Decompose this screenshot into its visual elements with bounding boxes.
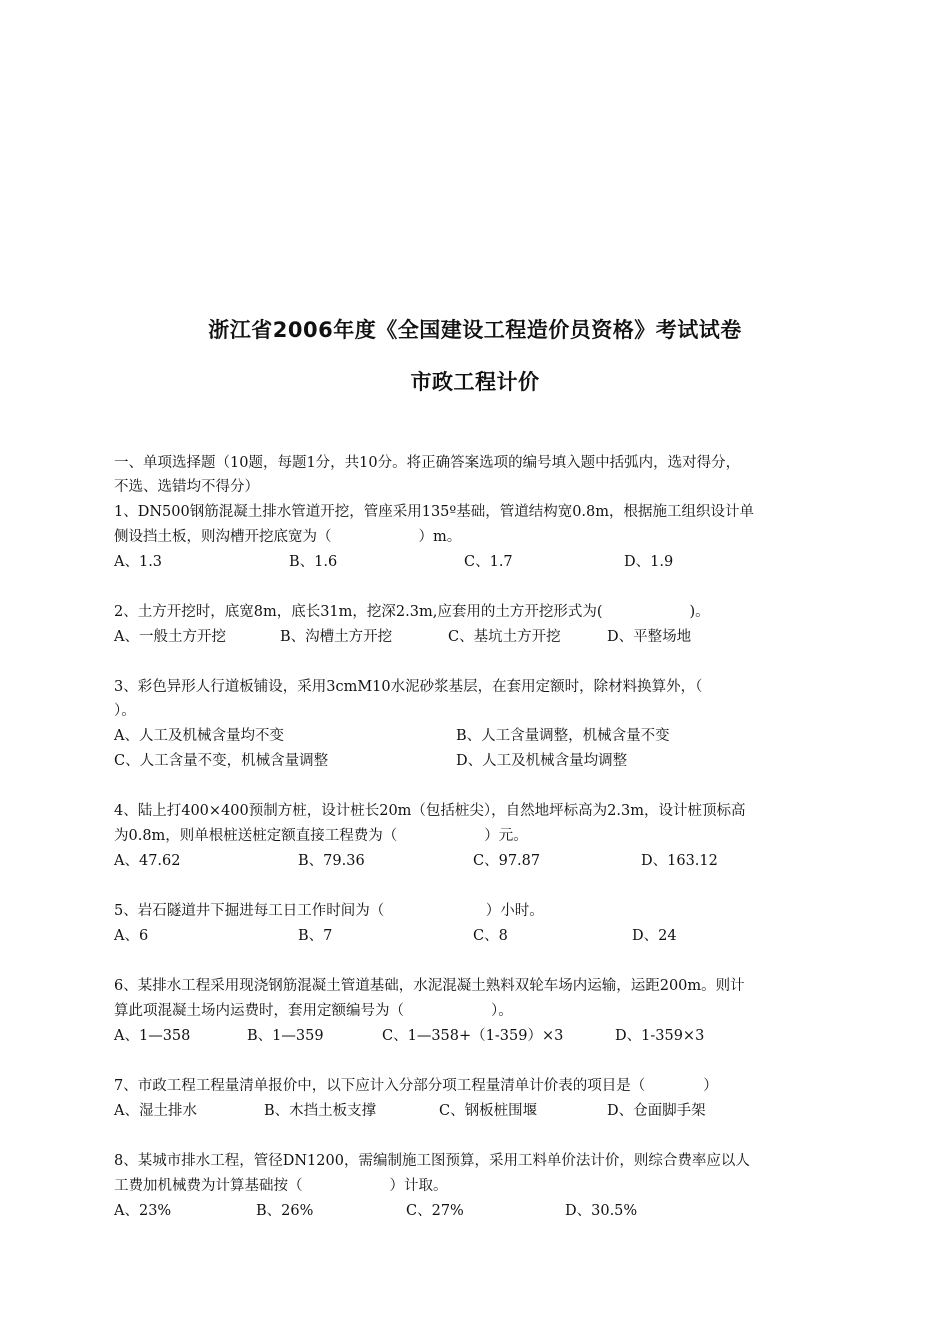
option-c: C、人工含量不变，机械含量调整: [114, 753, 329, 769]
option-c: C、27%: [406, 1203, 464, 1219]
option-d: D、人工及机械含量均调整: [456, 753, 628, 769]
option-d: D、163.12: [641, 853, 718, 869]
option-b: B、木挡土板支撑: [264, 1103, 377, 1119]
option-b: B、1—359: [247, 1028, 324, 1044]
question-text-line: 2、土方开挖时，底宽8m，底长31m，挖深2.3m,应套用的土方开挖形式为( )。: [114, 604, 710, 620]
section-intro-line-1: 一、单项选择题（10题，每题1分，共10分。将正确答案选项的编号填入题中括弧内，选对得分，: [114, 455, 741, 471]
option-d: D、1.9: [624, 554, 674, 570]
option-c: C、97.87: [473, 853, 541, 869]
question-text-line: 8、某城市排水工程，管径DN1200，需编制施工图预算，采用工料单价法计价，则综合费率应以人: [114, 1153, 750, 1169]
option-d: D、1-359×3: [615, 1028, 705, 1044]
question-text-line: 1、DN500钢筋混凝土排水管道开挖，管座采用135º基础，管道结构宽0.8m，根据施工组织设计单: [114, 504, 755, 520]
question-text-line: 算此项混凝土场内运费时，套用定额编号为（ ）。: [114, 1003, 513, 1019]
exam-subtitle: 市政工程计价: [410, 370, 540, 394]
option-a: A、1—358: [114, 1028, 191, 1044]
option-d: D、24: [632, 928, 677, 944]
option-a: A、6: [114, 928, 149, 944]
question-text-line: 7、市政工程工程量清单报价中，以下应计入分部分项工程量清单计价表的项目是（ ）: [114, 1078, 718, 1094]
option-b: B、79.36: [298, 853, 365, 869]
option-b: B、7: [298, 928, 333, 944]
option-d: D、仓面脚手架: [607, 1103, 706, 1119]
option-c: C、钢板桩围堰: [439, 1103, 538, 1119]
option-b: B、人工含量调整，机械含量不变: [456, 728, 670, 744]
option-c: C、基坑土方开挖: [448, 629, 561, 645]
question-text-line: 5、岩石隧道井下掘进每工日工作时间为（ ）小时。: [114, 903, 544, 919]
question-text-line: ）。: [114, 703, 136, 719]
question-text-line: 工费加机械费为计算基础按（ ）计取。: [114, 1178, 448, 1194]
option-a: A、湿土排水: [114, 1103, 197, 1119]
question-text-line: 为0.8m，则单根桩送桩定额直接工程费为（ ）元。: [114, 828, 528, 844]
option-a: A、23%: [114, 1203, 172, 1219]
option-d: D、平整场地: [607, 629, 692, 645]
option-d: D、30.5%: [565, 1203, 638, 1219]
option-c: C、1—358+（1-359）×3: [382, 1028, 564, 1044]
option-b: B、26%: [256, 1203, 314, 1219]
option-a: A、1.3: [114, 554, 163, 570]
option-a: A、一般土方开挖: [114, 629, 226, 645]
option-c: C、1.7: [464, 554, 513, 570]
option-c: C、8: [473, 928, 508, 944]
question-text-line: 侧设挡土板，则沟槽开挖底宽为（ ）m。: [114, 529, 462, 545]
question-text-line: 6、某排水工程采用现浇钢筋混凝土管道基础，水泥混凝土熟料双轮车场内运输，运距200m。则计: [114, 978, 745, 994]
question-text-line: 4、陆上打400×400预制方桩，设计桩长20m（包括桩尖），自然地坪标高为2.3m，设计桩顶标高: [114, 803, 746, 819]
option-b: B、1.6: [289, 554, 338, 570]
option-b: B、沟槽土方开挖: [280, 629, 393, 645]
section-intro-line-2: 不选、选错均不得分）: [114, 479, 259, 495]
option-a: A、47.62: [114, 853, 181, 869]
option-a: A、人工及机械含量均不变: [114, 728, 284, 744]
exam-title: 浙江省2006年度《全国建设工程造价员资格》考试试卷: [208, 318, 742, 342]
question-text-line: 3、彩色异形人行道板铺设，采用3cmM10水泥砂浆基层，在套用定额时，除材料换算外，（: [114, 679, 703, 695]
